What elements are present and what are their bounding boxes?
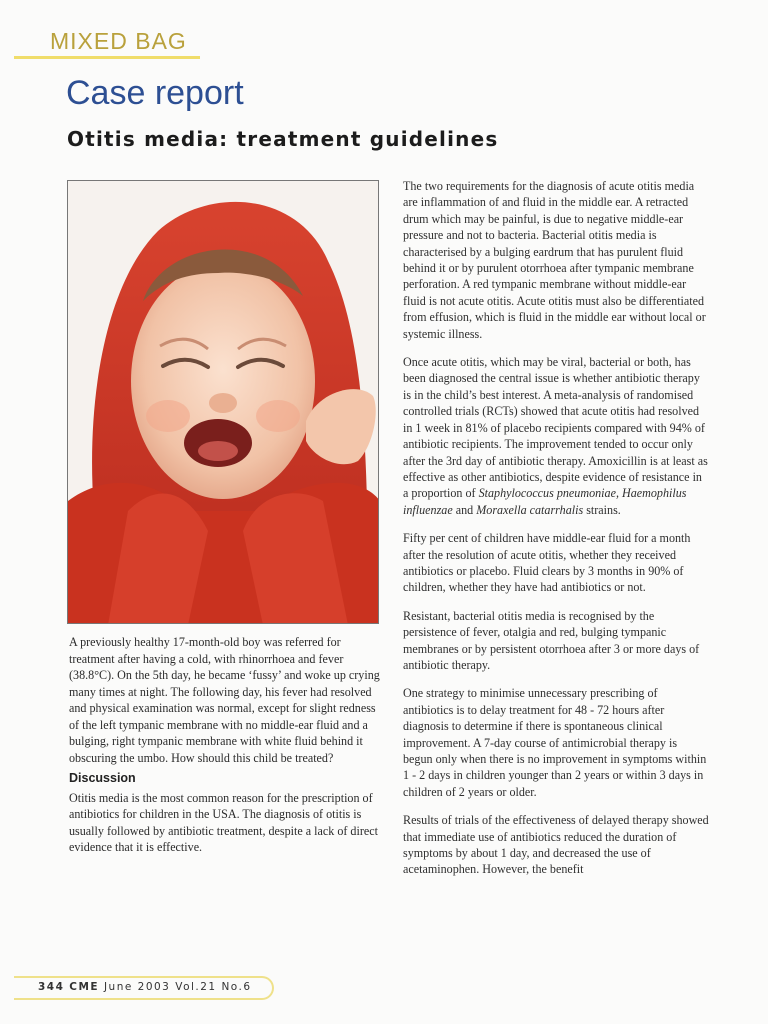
resistant-otitis-paragraph: Resistant, bacterial otitis media is recognised by the persistence of fever, otalgia and red, bulging tympanic membranes or by persistent otorrhoea after 3 or more days of antibiotic therapy.: [403, 608, 700, 672]
page-number: 344: [38, 981, 65, 993]
delay-strategy-paragraph: One strategy to minimise unnecessary prescribing of antibiotics is to delay treatment for 48 - 72 hours after diagnosis to determine if there is spontaneous clinical improvement. A 7-day course of antimicrobial therapy is begun only when there is no improvement in symptoms within 1 - 2 days in children younger than 2 years or within 3 days in children of 2 years or older.: [403, 686, 707, 799]
antibiotic-text: Once acute otitis, which may be viral, bacterial or both, has been diagnosed the central issue is whether antibiotic therapy is in the child’s best interest. A meta-analysis of randomised controlled trials (RCTs) showed that acute otitis had resolved in 1 week in 81% of placebo recipients compared with 94% of antibiotic recipients. The improvement tended to occur only after the 3rd day of antibiotic therapy. Amoxicillin is at least as effective as other antibiotics, despite evidence of resistance in a proportion of: [403, 355, 708, 501]
crying-child-illustration: [68, 181, 379, 624]
species-names-2: Moraxella catarrhalis: [476, 502, 584, 517]
strains-text: strains.: [583, 502, 621, 517]
discussion-heading: Discussion: [69, 771, 136, 785]
journal-name: CME: [69, 981, 100, 993]
case-paragraph: A previously healthy 17-month-old boy was referred for treatment after having a cold, with rhinorrhoea and fever (38.8°C). On the 5th day, he became ‘fussy’ and woke up crying many times at night. The following day, his fever had resolved and physical examination was normal, except for slight redness of the left tympanic membrane with no middle-ear fluid and a bulging, right tympanic membrane with white fluid behind it obscuring the umbo. How should this child be treated?: [69, 635, 380, 765]
section-divider: [14, 56, 200, 59]
article-subtitle: Otitis media: treatment guidelines: [67, 127, 499, 151]
antibiotic-paragraph: [403, 354, 709, 518]
issue-info: June 2003 Vol.21 No.6: [103, 981, 252, 993]
section-label: MIXED BAG: [50, 28, 187, 54]
discussion-paragraph: Otitis media is the most common reason for the prescription of antibiotics for children in the USA. The diagnosis of otitis is usually followed by antibiotic treatment, despite a lack of direct evidence that it is effective.: [69, 790, 378, 854]
crying-child-photo: [67, 180, 379, 624]
footer: [38, 981, 252, 993]
page-title: Case report: [66, 74, 244, 112]
diagnosis-paragraph: The two requirements for the diagnosis of acute otitis media are inflammation of and fluid in the middle ear. A retracted drum which may be painful, is due to negative middle-ear pressure and not to bacteria. Bacterial otitis media is characterised by a bulging eardrum that has purulent fluid behind it or by purulent otorrhoea after tympanic membrane perforation. A red tympanic membrane without middle-ear fluid is not acute otitis. Acute otitis must also be differentiated from effusion, which is fluid in the middle ear without local or systemic illness.: [403, 179, 706, 341]
right-text-column: [403, 178, 709, 890]
conjunction: and: [452, 502, 477, 517]
trial-results-paragraph: Results of trials of the effectiveness of delayed therapy showed that immediate use of antibiotics reduced the duration of symptoms by about 1 day, and decreased the use of acetaminophen. However, the benefit: [403, 813, 709, 877]
middle-ear-fluid-paragraph: Fifty per cent of children have middle-ear fluid for a month after the resolution of acute otitis, whether they received antibiotics or placebo. Fluid clears by 3 months in 90% of children, whether they have had antibiotics or not.: [403, 531, 691, 595]
species-names-1: Staphylococcus pneumoniae, Haemophilus influenzae: [403, 486, 687, 517]
left-text-column: [69, 634, 381, 856]
